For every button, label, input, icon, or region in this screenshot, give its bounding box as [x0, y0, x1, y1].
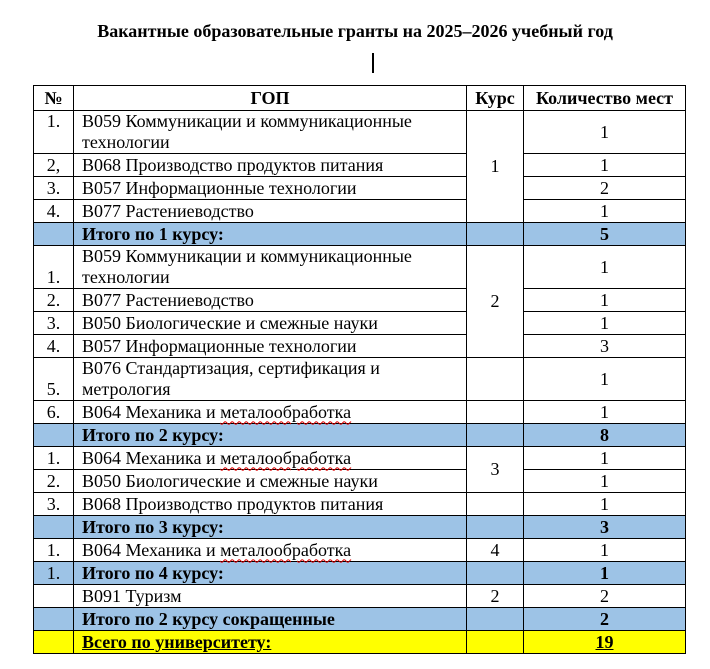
- misspelled-word: металообработка: [220, 401, 352, 422]
- table-row: [34, 493, 686, 516]
- row-number-cell[interactable]: 4.: [34, 200, 74, 223]
- table-row: [34, 312, 686, 335]
- text-cursor: [372, 53, 374, 73]
- row-number-cell[interactable]: 3.: [34, 493, 74, 516]
- course-cell[interactable]: 2: [467, 585, 524, 608]
- program-cell[interactable]: В064 Механика и металообработка: [74, 401, 467, 424]
- seats-cell[interactable]: 3: [524, 516, 686, 539]
- row-number-cell[interactable]: [34, 608, 74, 631]
- program-cell[interactable]: В076 Стандартизация, сертификация и метрология: [74, 358, 467, 401]
- program-cell[interactable]: В064 Механика и металообработка: [74, 539, 467, 562]
- seats-cell[interactable]: 1: [524, 289, 686, 312]
- seats-cell[interactable]: 3: [524, 335, 686, 358]
- seats-cell[interactable]: 1: [524, 539, 686, 562]
- header-row: [34, 86, 686, 111]
- row-number-cell[interactable]: 1.: [34, 111, 74, 154]
- row-number-cell[interactable]: [34, 223, 74, 246]
- course-cell[interactable]: 1: [467, 111, 524, 223]
- table-row: [34, 177, 686, 200]
- header-num[interactable]: №: [34, 86, 74, 111]
- program-cell[interactable]: В077 Растениеводство: [74, 289, 467, 312]
- table-row: [34, 470, 686, 493]
- row-number-cell[interactable]: 1.: [34, 539, 74, 562]
- course-cell[interactable]: [467, 493, 524, 516]
- seats-cell[interactable]: 1: [524, 246, 686, 289]
- table-row: [34, 289, 686, 312]
- row-number-cell[interactable]: 1.: [34, 562, 74, 585]
- header-kurs[interactable]: Курс: [467, 86, 524, 111]
- course-cell[interactable]: [467, 631, 524, 654]
- row-number-cell[interactable]: 2,: [34, 154, 74, 177]
- course-cell[interactable]: [467, 424, 524, 447]
- program-cell[interactable]: В059 Коммуникации и коммуникационные технологии: [74, 111, 467, 154]
- header-gop[interactable]: ГОП: [74, 86, 467, 111]
- program-cell[interactable]: В050 Биологические и смежные науки: [74, 470, 467, 493]
- subtotal-row: [34, 424, 686, 447]
- row-number-cell[interactable]: [34, 516, 74, 539]
- seats-cell[interactable]: 1: [524, 447, 686, 470]
- course-cell[interactable]: [467, 401, 524, 424]
- table-row: [34, 335, 686, 358]
- program-cell[interactable]: В059 Коммуникации и коммуникационные технологии: [74, 246, 467, 289]
- program-cell[interactable]: Всего по университету:: [74, 631, 467, 654]
- row-number-cell[interactable]: [34, 631, 74, 654]
- table-body: [34, 111, 686, 654]
- row-number-cell[interactable]: [34, 585, 74, 608]
- course-cell[interactable]: [467, 608, 524, 631]
- program-cell[interactable]: В064 Механика и металообработка: [74, 447, 467, 470]
- row-number-cell[interactable]: 2.: [34, 470, 74, 493]
- row-number-cell[interactable]: 1.: [34, 246, 74, 289]
- misspelled-word: металообработка: [220, 447, 352, 468]
- page-title: Вакантные образовательные гранты на 2025–2026 учебный год: [97, 21, 613, 41]
- misspelled-word: металообработка: [220, 539, 352, 560]
- seats-cell[interactable]: 8: [524, 424, 686, 447]
- row-number-cell[interactable]: 1.: [34, 447, 74, 470]
- seats-cell[interactable]: 1: [524, 312, 686, 335]
- grants-table[interactable]: [33, 85, 686, 654]
- row-number-cell[interactable]: 3.: [34, 177, 74, 200]
- program-cell[interactable]: Итого по 4 курсу:: [74, 562, 467, 585]
- row-number-cell[interactable]: 4.: [34, 335, 74, 358]
- seats-cell[interactable]: 1: [524, 470, 686, 493]
- program-cell[interactable]: В057 Информационные технологии: [74, 177, 467, 200]
- program-cell[interactable]: Итого по 2 курсу:: [74, 424, 467, 447]
- table-row: [34, 200, 686, 223]
- program-cell[interactable]: В091 Туризм: [74, 585, 467, 608]
- course-cell[interactable]: [467, 223, 524, 246]
- seats-cell[interactable]: 5: [524, 223, 686, 246]
- course-cell[interactable]: [467, 516, 524, 539]
- grand-total-row: [34, 631, 686, 654]
- row-number-cell[interactable]: 2.: [34, 289, 74, 312]
- table-row: [34, 539, 686, 562]
- seats-cell[interactable]: 1: [524, 358, 686, 401]
- row-number-cell[interactable]: 5.: [34, 358, 74, 401]
- course-cell[interactable]: 3: [467, 447, 524, 493]
- course-cell[interactable]: [467, 358, 524, 401]
- seats-cell[interactable]: 1: [524, 562, 686, 585]
- table-row: [34, 246, 686, 289]
- seats-cell[interactable]: 2: [524, 608, 686, 631]
- row-number-cell[interactable]: 3.: [34, 312, 74, 335]
- table-row: [34, 154, 686, 177]
- subtotal-row: [34, 516, 686, 539]
- row-number-cell[interactable]: [34, 424, 74, 447]
- table-row: [34, 358, 686, 401]
- program-cell[interactable]: В068 Производство продуктов питания: [74, 493, 467, 516]
- seats-cell[interactable]: 2: [524, 585, 686, 608]
- course-cell[interactable]: 4: [467, 539, 524, 562]
- subtotal-row: [34, 223, 686, 246]
- subtotal-row: [34, 608, 686, 631]
- program-cell[interactable]: Итого по 1 курсу:: [74, 223, 467, 246]
- program-cell[interactable]: Итого по 2 курсу сокращенные: [74, 608, 467, 631]
- program-cell[interactable]: В068 Производство продуктов питания: [74, 154, 467, 177]
- seats-cell[interactable]: 1: [524, 493, 686, 516]
- seats-cell[interactable]: 2: [524, 177, 686, 200]
- row-number-cell[interactable]: 6.: [34, 401, 74, 424]
- course-cell[interactable]: [467, 562, 524, 585]
- seats-cell[interactable]: 1: [524, 111, 686, 154]
- program-cell[interactable]: В057 Информационные технологии: [74, 335, 467, 358]
- table-row: [34, 585, 686, 608]
- subtotal-row: [34, 562, 686, 585]
- program-cell[interactable]: В050 Биологические и смежные науки: [74, 312, 467, 335]
- table-row: [34, 447, 686, 470]
- program-cell[interactable]: В077 Растениеводство: [74, 200, 467, 223]
- table-row: [34, 111, 686, 154]
- seats-cell[interactable]: 19: [524, 631, 686, 654]
- header-seats[interactable]: Количество мест: [524, 86, 686, 111]
- course-cell[interactable]: 2: [467, 246, 524, 358]
- seats-cell[interactable]: 1: [524, 154, 686, 177]
- table-row: [34, 401, 686, 424]
- seats-cell[interactable]: 1: [524, 401, 686, 424]
- seats-cell[interactable]: 1: [524, 200, 686, 223]
- program-cell[interactable]: Итого по 3 курсу:: [74, 516, 467, 539]
